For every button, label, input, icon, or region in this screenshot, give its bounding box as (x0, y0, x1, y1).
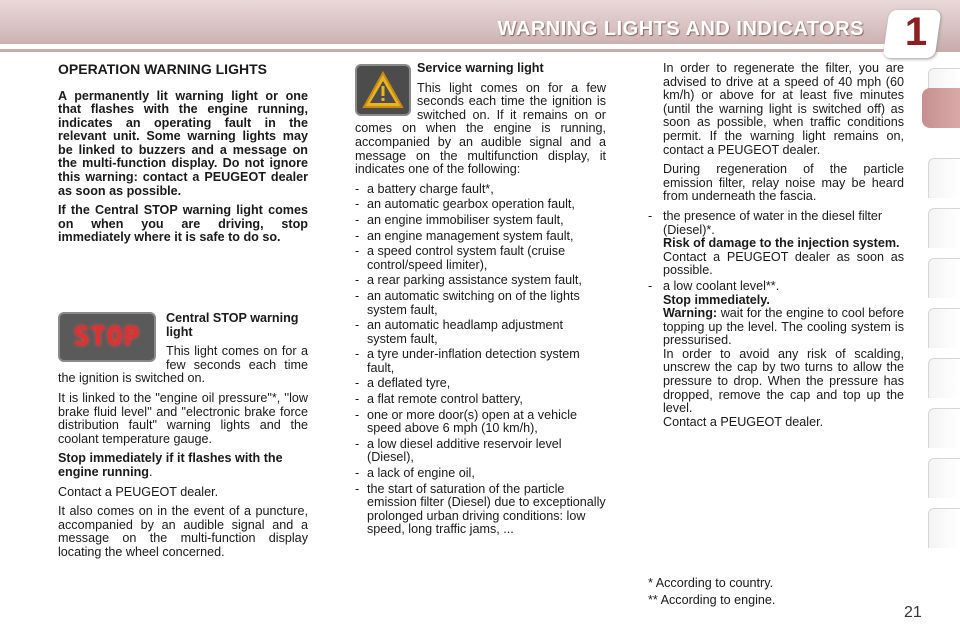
list-item: - the start of saturation of the particle emission filter (Diesel) due to exceptionally prolonged urban driving conditions: low speed, long traffic jams, ... (355, 483, 606, 537)
coolant-warning-label: Warning: (663, 306, 718, 321)
coolant-contact-text: Contact a PEUGEOT dealer. (663, 414, 824, 429)
stop-title: Central STOP warning light (166, 311, 299, 339)
page-title: WARNING LIGHTS AND INDICATORS (497, 18, 864, 40)
list-item: - a deflated tyre, (355, 377, 606, 391)
stop-paragraph-2: It is linked to the "engine oil pressure"*, ''low brake fluid level'' and "electronic brake force distribution fault" warning lights and the coolant temperature gauge. (58, 390, 308, 446)
stop-paragraph-4: Contact a PEUGEOT dealer. (58, 484, 219, 499)
col3-list (648, 210, 904, 430)
footnotes (648, 575, 904, 609)
list-item: - a lack of engine oil, (355, 467, 606, 481)
service-fault-list (355, 183, 606, 537)
chapter-tab[interactable] (928, 308, 960, 348)
water-risk-text: Risk of damage to the injection system. (663, 236, 900, 251)
list-item: - a speed control system fault (cruise control/speed limiter), (355, 245, 606, 272)
list-item: - a battery charge fault*, (355, 183, 606, 197)
list-item: - a flat remote control battery, (355, 393, 606, 407)
service-title: Service warning light (417, 61, 544, 75)
stop-icon-text: STOP (73, 322, 141, 352)
chapter-tab[interactable] (928, 158, 960, 198)
intro-paragraph: A permanently lit warning light or one that flashes with the engine running, indicates an operating fault in the relevant unit. Some warning lights may be linked to buzzers and a message on the multi-function display. Do not ignore this warning: contact a PEUGEOT dealer as soon as possible. (58, 88, 308, 198)
stop-immediately-text: Stop immediately if it flashes with the engine running (58, 451, 283, 479)
central-stop-instruction: If the Central STOP warning light comes on when you are driving, stop immediately where it is safe to do so. (58, 203, 308, 245)
chapter-tab[interactable] (928, 358, 960, 398)
header-strip (0, 44, 890, 49)
page-number: 21 (904, 604, 922, 621)
list-item-coolant (648, 280, 904, 430)
list-item: - an engine management system fault, (355, 230, 606, 244)
service-warning-icon (355, 64, 411, 116)
list-item: - a low diesel additive reservoir level (Diesel), (355, 438, 606, 465)
chapter-number: 1 (904, 10, 928, 54)
stop-p3-end: . (148, 464, 153, 479)
coolant-warning (663, 307, 904, 348)
stop-paragraph-3 (58, 452, 308, 479)
chapter-tab[interactable] (928, 208, 960, 248)
stop-warning-icon (58, 312, 156, 362)
service-paragraph: This light comes on for a few seconds each time the ignition is switched on. If it remains on or comes on when the engine is running, accompanied by an audible signal and a message on the multifunction display, it indicates one of the following: (355, 80, 606, 177)
chapter-tab[interactable] (928, 258, 960, 298)
coolant-stop-text: Stop immediately. (663, 292, 770, 307)
stop-paragraph-5: It also comes on in the event of a puncture, accompanied by an audible signal and a message on the multi-function display locating the wheel concerned. (58, 504, 308, 559)
footnote-1: * According to country. (648, 576, 774, 590)
warning-triangle-icon (361, 70, 405, 110)
water-item-text: - the presence of water in the diesel filter (Diesel)*. (663, 208, 883, 237)
list-item: - a tyre under-inflation detection system fault, (355, 348, 606, 375)
list-item: - one or more door(s) open at a vehicle speed above 6 mph (10 km/h), (355, 409, 606, 436)
footnote-2: ** According to engine. (648, 593, 776, 607)
list-item-water (648, 210, 904, 278)
chapter-tab[interactable] (928, 508, 960, 548)
regen-paragraph-1: In order to regenerate the filter, you are advised to drive at a speed of 40 mph (60 km/h) or above for at least five minutes (until the warning light is switched off) as soon as possible, when traffic conditions permit. If the warning light remains on, contact a PEUGEOT dealer. (663, 61, 904, 157)
coolant-scald-text: In order to avoid any risk of scalding, unscrew the cap by two turns to allow the pressure to drop. When the pressure has dropped, remove the cap and top up the level. (663, 346, 904, 416)
section-heading: OPERATION WARNING LIGHTS (58, 61, 267, 77)
chapter-tab[interactable] (928, 458, 960, 498)
column-continued (648, 62, 904, 431)
water-contact-text: Contact a PEUGEOT dealer as soon as possible. (663, 249, 904, 278)
list-item: - an automatic headlamp adjustment system fault, (355, 319, 606, 346)
stop-paragraph-1: This light comes on for a few seconds each time the ignition is switched on. (58, 344, 308, 386)
list-item: - a rear parking assistance system fault, (355, 274, 606, 288)
column-operation-warning-lights (58, 62, 308, 251)
regen-paragraph-2: During regeneration of the particle emission filter, relay noise may be heard from underneath the fascia. (663, 162, 904, 204)
chapter-tabs (928, 68, 960, 568)
coolant-warning-text: wait for the engine to cool before topping up the level. The cooling system is pressurised. (663, 306, 904, 348)
coolant-item-text: - a low coolant level**. (663, 278, 780, 293)
column-service-warning (355, 62, 606, 539)
list-item: - an automatic switching on of the lights system fault, (355, 290, 606, 317)
list-item: - an engine immobiliser system fault, (355, 214, 606, 228)
chapter-tab-active[interactable] (922, 88, 960, 128)
chapter-tab[interactable] (928, 408, 960, 448)
list-item: - an automatic gearbox operation fault, (355, 198, 606, 212)
